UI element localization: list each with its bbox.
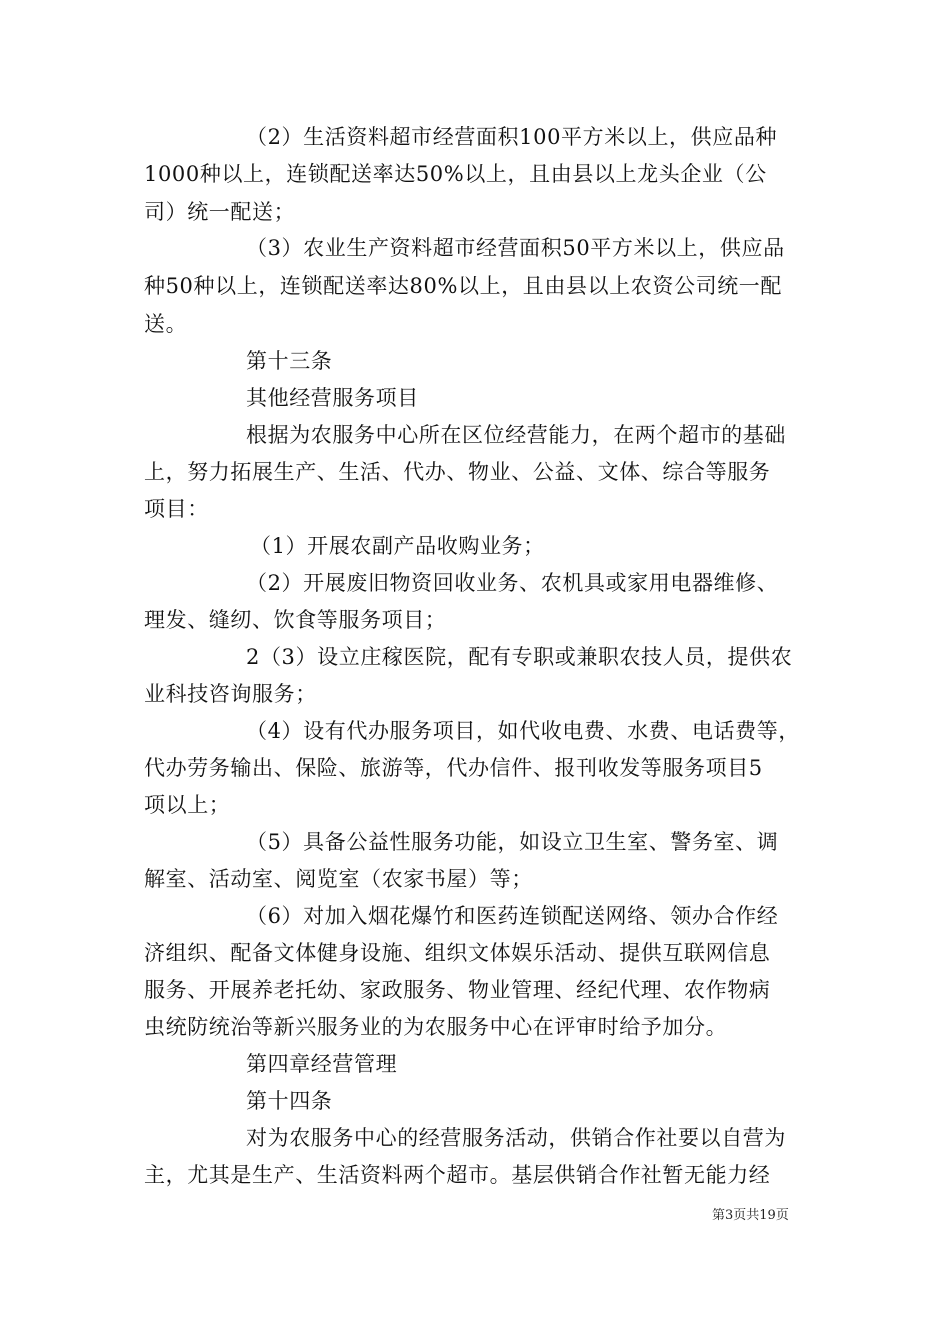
text-line: 理发、缝纫、饮食等服务项目；	[144, 608, 447, 632]
text-line: 业科技咨询服务；	[144, 682, 317, 706]
text-line: （6）对加入烟花爆竹和医药连锁配送网络、领办合作经	[246, 904, 779, 928]
text-line: 上，努力拓展生产、生活、代办、物业、公益、文体、综合等服务	[144, 460, 771, 484]
text-line: 2（3）设立庄稼医院，配有专职或兼职农技人员，提供农	[246, 645, 793, 669]
text-line: 对为农服务中心的经营服务活动，供销合作社要以自营为	[246, 1126, 786, 1150]
text-line: 种50种以上，连锁配送率达80%以上，且由县以上农资公司统一配	[144, 274, 782, 298]
chapter-heading: 第四章经营管理	[246, 1052, 398, 1076]
text-line: 项目：	[144, 497, 209, 521]
text-line: 主，尤其是生产、生活资料两个超市。基层供销合作社暂无能力经	[144, 1163, 771, 1187]
text-line: 代办劳务输出、保险、旅游等，代办信件、报刊收发等服务项目5	[144, 756, 763, 780]
text-line: 解室、活动室、阅览室（农家书屋）等；	[144, 867, 533, 891]
article-heading: 第十四条	[246, 1089, 333, 1113]
text-line: 项以上；	[144, 793, 231, 817]
article-heading: 第十三条	[246, 349, 333, 373]
text-line: 送。	[144, 312, 188, 336]
text-line: （4）设有代办服务项目，如代收电费、水费、电话费等，	[246, 719, 800, 743]
section-heading: 其他经营服务项目	[246, 386, 419, 410]
text-line: 服务、开展养老托幼、家政服务、物业管理、经纪代理、农作物病	[144, 978, 771, 1002]
text-line: 司）统一配送；	[144, 200, 296, 224]
page-number-footer: 第3页共19页	[712, 1208, 789, 1223]
text-line: 虫统防统治等新兴服务业的为农服务中心在评审时给予加分。	[144, 1015, 728, 1039]
text-line: （5）具备公益性服务功能，如设立卫生室、警务室、调	[246, 830, 779, 854]
text-line: 济组织、配备文体健身设施、组织文体娱乐活动、提供互联网信息	[144, 941, 771, 965]
text-line: （2）开展废旧物资回收业务、农机具或家用电器维修、	[246, 571, 779, 595]
text-line: （2）生活资料超市经营面积100平方米以上，供应品种	[246, 125, 778, 149]
text-line: （1）开展农副产品收购业务；	[250, 534, 545, 558]
text-line: 1000种以上，连锁配送率达50%以上，且由县以上龙头企业（公	[144, 162, 767, 186]
text-line: 根据为农服务中心所在区位经营能力，在两个超市的基础	[246, 423, 786, 447]
text-line: （3）农业生产资料超市经营面积50平方米以上，供应品	[246, 236, 785, 260]
